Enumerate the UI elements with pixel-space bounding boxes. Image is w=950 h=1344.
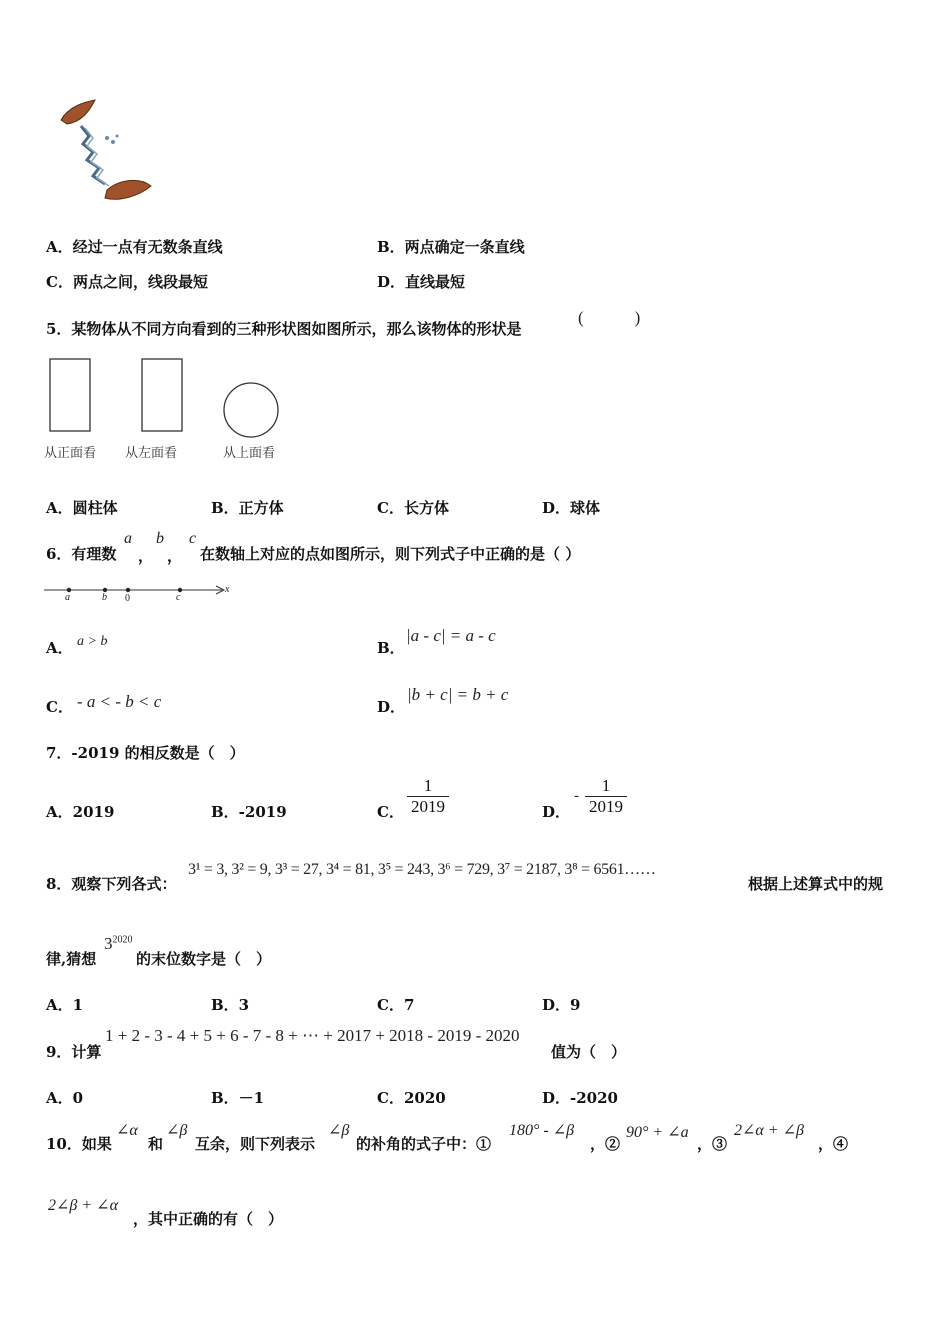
q7-d-denominator: 2019 — [589, 797, 623, 816]
point-zero — [126, 588, 130, 592]
q6-option-d-expr: |b + c| = b + c — [407, 685, 509, 704]
q5-option-b: B．正方体 — [211, 499, 284, 517]
q6-option-d-letter: D． — [377, 698, 406, 716]
q8-option-d: D．9 — [542, 996, 581, 1014]
q5-option-d: D．球体 — [542, 499, 601, 517]
q8-option-b: B．3 — [211, 996, 250, 1014]
q7-option-d-letter: D． — [542, 803, 571, 821]
q8-line2-suffix: 的末位数字是（ ） — [136, 950, 272, 968]
q8-expression: 3¹ = 3, 3² = 9, 3³ = 27, 3⁴ = 81, 3⁵ = 243, 3⁶ = 729, 3⁷ = 2187, 3⁸ = 6561…… — [188, 861, 656, 878]
q9-option-b: B．－1 — [211, 1089, 265, 1107]
q5-option-a: A．圆柱体 — [46, 499, 118, 517]
q8-stem-prefix: 8．观察下列各式： — [46, 875, 177, 893]
q7-stem: 7．-2019 的相反数是（ ） — [46, 744, 245, 762]
q6-comma-1: ， — [138, 547, 154, 565]
q8-line2-prefix: 律,猜想 — [46, 950, 97, 968]
upper-leaf — [61, 100, 95, 124]
q5-view-front-label: 从正面看 — [44, 446, 97, 461]
q4-option-b: B．两点确定一条直线 — [377, 238, 525, 256]
q7-c-numerator: 1 — [407, 776, 449, 797]
q10-text-7: ，④ — [818, 1135, 849, 1153]
q9-stem-prefix: 9．计算 — [46, 1043, 102, 1061]
q6-option-a-expr: a > b — [77, 634, 108, 649]
q5-stem: 5．某物体从不同方向看到的三种形状图如图所示，那么该物体的形状是 — [46, 320, 522, 338]
q8-power-base: 3 — [104, 934, 113, 953]
q4-option-d: D．直线最短 — [377, 273, 466, 291]
zigzag-path — [81, 126, 105, 184]
left-view-rect — [142, 359, 182, 431]
q6-stem-suffix: 在数轴上对应的点如图所示，则下列式子中正确的是（ ） — [200, 545, 581, 563]
lower-leaf — [105, 180, 151, 199]
q6-option-c-letter: C． — [46, 698, 73, 716]
front-view-rect — [50, 359, 90, 431]
q5-paren: ( ) — [578, 308, 641, 327]
q9-stem-suffix: 值为（ ） — [551, 1043, 627, 1061]
q10-alpha: ∠α — [116, 1122, 138, 1139]
q9-option-a: A．0 — [46, 1089, 84, 1107]
q6-var-b: b — [156, 530, 164, 547]
q7-option-c-letter: C． — [377, 803, 404, 821]
q10-beta: ∠β — [166, 1122, 188, 1139]
q8-power — [104, 934, 133, 954]
q10-expr-3: 2∠α + ∠β — [734, 1122, 804, 1139]
q10-text-4: 的补角的式子中：① — [356, 1135, 492, 1153]
q6-option-b-expr: |a - c| = a - c — [406, 626, 496, 645]
q6-axis-label-zero: 0 — [125, 593, 130, 604]
q10-expr-1: 180° - ∠β — [509, 1122, 575, 1139]
q10-text-1: 10．如果 — [46, 1135, 112, 1153]
q4-option-c: C．两点之间，线段最短 — [46, 273, 208, 291]
q7-option-d-fraction — [585, 776, 627, 817]
q6-option-b-letter: B． — [377, 639, 405, 657]
q9-option-d: D．-2020 — [542, 1089, 618, 1107]
q10-text-2: 和 — [148, 1135, 164, 1153]
q10-beta-2: ∠β — [328, 1122, 350, 1139]
q8-option-c: C．7 — [377, 996, 415, 1014]
q10-expr-2: 90° + ∠a — [626, 1124, 689, 1141]
q8-stem-suffix: 根据上述算式中的规 — [748, 875, 884, 893]
q9-expression: 1 + 2 - 3 - 4 + 5 + 6 - 7 - 8 + ⋯ + 2017 + 2018 - 2019 - 2020 — [105, 1026, 520, 1045]
q10-text-3: 互余，则下列表示 — [195, 1135, 316, 1153]
q7-option-b: B．-2019 — [211, 803, 287, 821]
q5-view-top-label: 从上面看 — [223, 446, 276, 461]
q6-var-a: a — [124, 530, 132, 547]
q6-axis-label-c: c — [176, 592, 181, 603]
q6-axis-label-a: a — [65, 592, 70, 603]
q6-var-c: c — [189, 530, 197, 547]
q7-c-denominator: 2019 — [411, 797, 445, 816]
q10-text-6: ，③ — [697, 1135, 728, 1153]
q10-text-5: ，② — [590, 1135, 621, 1153]
q6-option-c-expr: - a < - b < c — [77, 692, 162, 711]
q10-expr-4: 2∠β + ∠α — [48, 1197, 118, 1214]
q4-option-a: A．经过一点有无数条直线 — [46, 238, 223, 256]
q5-option-c: C．长方体 — [377, 499, 449, 517]
q4-leaf-figure — [55, 98, 155, 208]
q5-view-left-label: 从左面看 — [125, 446, 178, 461]
q6-axis-label-x: x — [225, 584, 230, 595]
q6-number-line — [44, 580, 244, 608]
q6-axis-label-b: b — [102, 592, 107, 603]
q7-option-c-fraction — [407, 776, 449, 817]
q10-text-8: ，其中正确的有（ ） — [133, 1210, 284, 1228]
q6-stem-prefix: 6．有理数 — [46, 545, 117, 563]
q9-option-c: C．2020 — [377, 1089, 446, 1107]
q7-d-numerator: 1 — [585, 776, 627, 797]
q7-option-d-minus: - — [574, 788, 579, 804]
top-view-circle — [224, 383, 278, 437]
q6-comma-2: ， — [167, 547, 183, 565]
q8-option-a: A．1 — [46, 996, 84, 1014]
q8-power-exp: 2020 — [112, 934, 133, 946]
q6-option-a-letter: A． — [46, 639, 73, 657]
q7-option-a: A．2019 — [46, 803, 115, 821]
